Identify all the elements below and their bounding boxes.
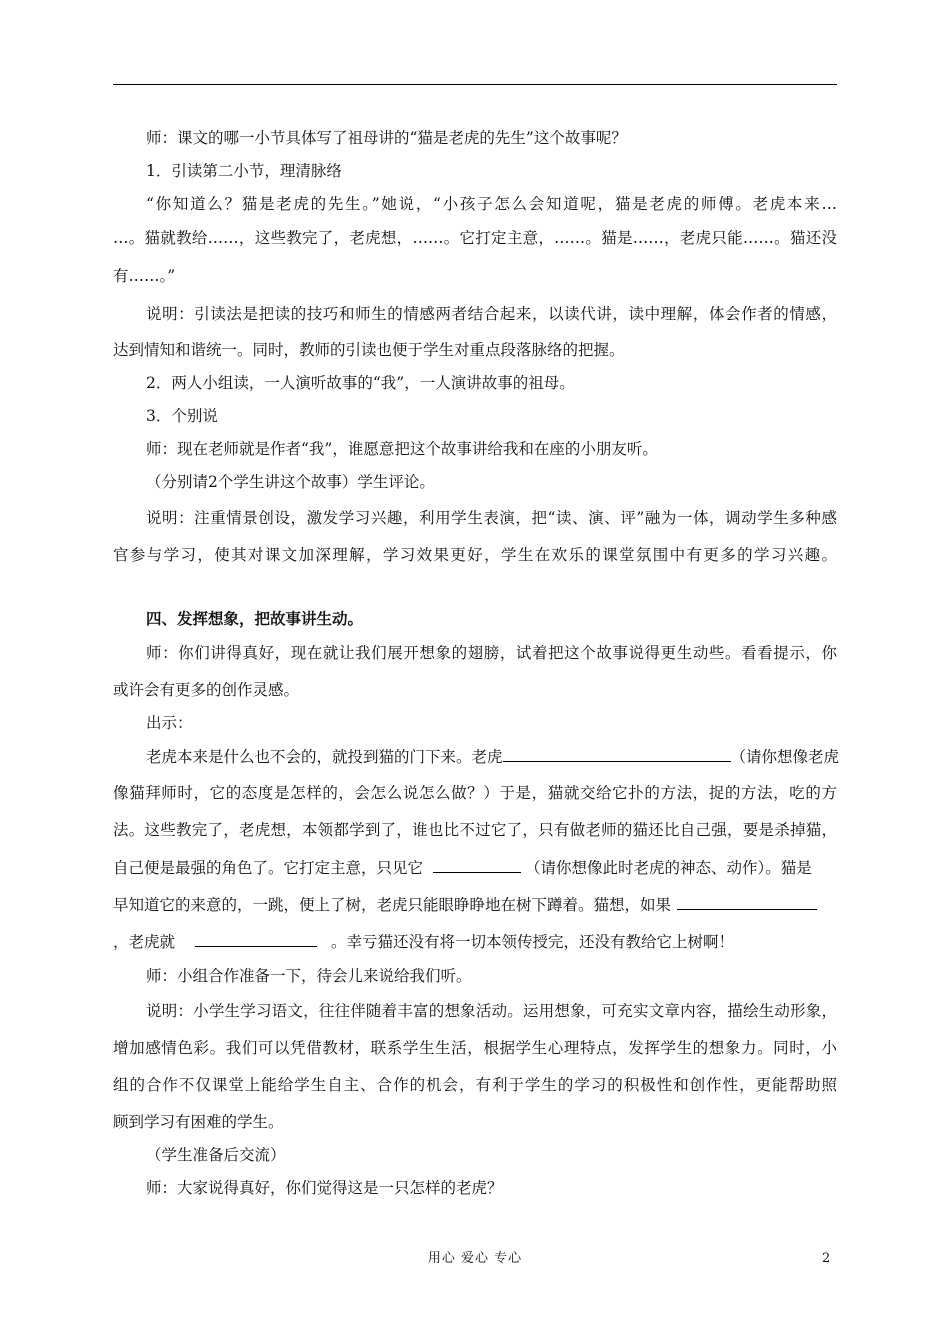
prompt-text: 。幸亏猫还没有将一切本领传授完，还没有教给它上树啊！: [331, 933, 735, 951]
paragraph-line: 1．引读第二小节，理清脉络: [146, 162, 342, 180]
paragraph-line: 或许会有更多的创作灵感。: [113, 681, 300, 699]
paragraph-line: 师：小组合作准备一下，待会儿来说给我们听。: [146, 967, 472, 985]
paragraph-line: 说明：小学生学习语文，往往伴随着丰富的想象活动。运用想象，可充实文章内容，描绘生动形象，: [146, 1002, 837, 1020]
prompt-line: [113, 931, 837, 952]
paragraph-line: 师：大家说得真好，你们觉得这是一只怎样的老虎？: [146, 1179, 503, 1197]
prompt-text: （请你想像老虎: [730, 748, 840, 766]
paragraph-line: 官参与学习，使其对课文加深理解，学习效果更好，学生在欢乐的课堂氛围中有更多的学习兴趣。: [113, 546, 837, 564]
page-number: 2: [822, 1251, 831, 1266]
paragraph-line: 顾到学习有困难的学生。: [113, 1113, 284, 1131]
paragraph-line: 说明：注重情景创设，激发学习兴趣，利用学生表演，把“读、演、评”融为一体，调动学生多种感: [146, 509, 837, 527]
prompt-text: 早知道它的来意的，一跳，便上了树，老虎只能眼睁睁地在树下蹲着。猫想，如果: [113, 896, 672, 914]
paragraph-line: 法。这些教完了，老虎想，本领都学到了，谁也比不过它了，只有做老师的猫还比自己强，要是杀掉猫，: [113, 821, 837, 839]
paragraph-line: 有……。”: [113, 267, 176, 285]
prompt-line: [113, 894, 837, 915]
prompt-text: （请你想像此时老虎的神态、动作）。猫是: [525, 859, 812, 877]
paragraph-line: 师：课文的哪一小节具体写了祖母讲的“猫是老虎的先生”这个故事呢？: [146, 129, 627, 147]
paragraph-line: 达到情知和谐统一。同时，教师的引读也便于学生对重点段落脉络的把握。: [113, 341, 625, 359]
header-rule: [113, 84, 837, 85]
prompt-text: ，老虎就: [113, 933, 176, 951]
paragraph-line: 说明：引读法是把读的技巧和师生的情感两者结合起来，以读代讲，读中理解，体会作者的情感，: [146, 305, 837, 323]
prompt-text: 老虎本来是什么也不会的，就投到猫的门下来。老虎: [146, 748, 503, 766]
fill-blank[interactable]: [433, 857, 521, 873]
paragraph-line: 师：你们讲得真好，现在就让我们展开想象的翅膀，试着把这个故事说得更生动些。看看提示，你: [146, 644, 837, 662]
paragraph-line: 组的合作不仅课堂上能给学生自主、合作的机会，有利于学生的学习的积极性和创作性，更能帮助照: [113, 1076, 837, 1094]
paragraph-line: 师：现在老师就是作者“我”，谁愿意把这个故事讲给我和在座的小朋友听。: [146, 440, 658, 458]
paragraph-line: …。猫就教给……，这些教完了，老虎想，……。它打定主意，……。猫是……，老虎只能……。猫还没: [113, 229, 837, 247]
paragraph-line: （分别请2个学生讲这个故事）学生评论。: [146, 473, 435, 491]
section-heading: 四、发挥想象，把故事讲生动。: [146, 609, 364, 628]
paragraph-line: 像猫拜师时，它的态度是怎样的，会怎么说怎么做？）于是，猫就交给它扑的方法，捉的方法，吃的方: [113, 784, 837, 802]
fill-blank[interactable]: [503, 746, 731, 762]
prompt-line: [113, 857, 837, 878]
paragraph-line: （学生准备后交流）: [146, 1146, 286, 1164]
paragraph-line: 3．个别说: [146, 407, 218, 425]
paragraph-line: 出示：: [146, 714, 193, 732]
paragraph-line: 2．两人小组读，一人演听故事的“我”，一人演讲故事的祖母。: [146, 374, 575, 392]
fill-blank[interactable]: [195, 931, 317, 947]
prompt-line: [146, 746, 840, 767]
paragraph-line: 增加感情色彩。我们可以凭借教材，联系学生生活，根据学生心理特点，发挥学生的想象力。同时，小: [113, 1039, 837, 1057]
paragraph-line: “你知道么？猫是老虎的先生。”她说，“小孩子怎么会知道呢，猫是老虎的师傅。老虎本来…: [146, 195, 837, 213]
prompt-text: 自己便是最强的角色了。它打定主意，只见它: [113, 859, 424, 877]
page-footer: 用心 爱心 专心: [427, 1251, 523, 1266]
fill-blank[interactable]: [677, 894, 817, 910]
